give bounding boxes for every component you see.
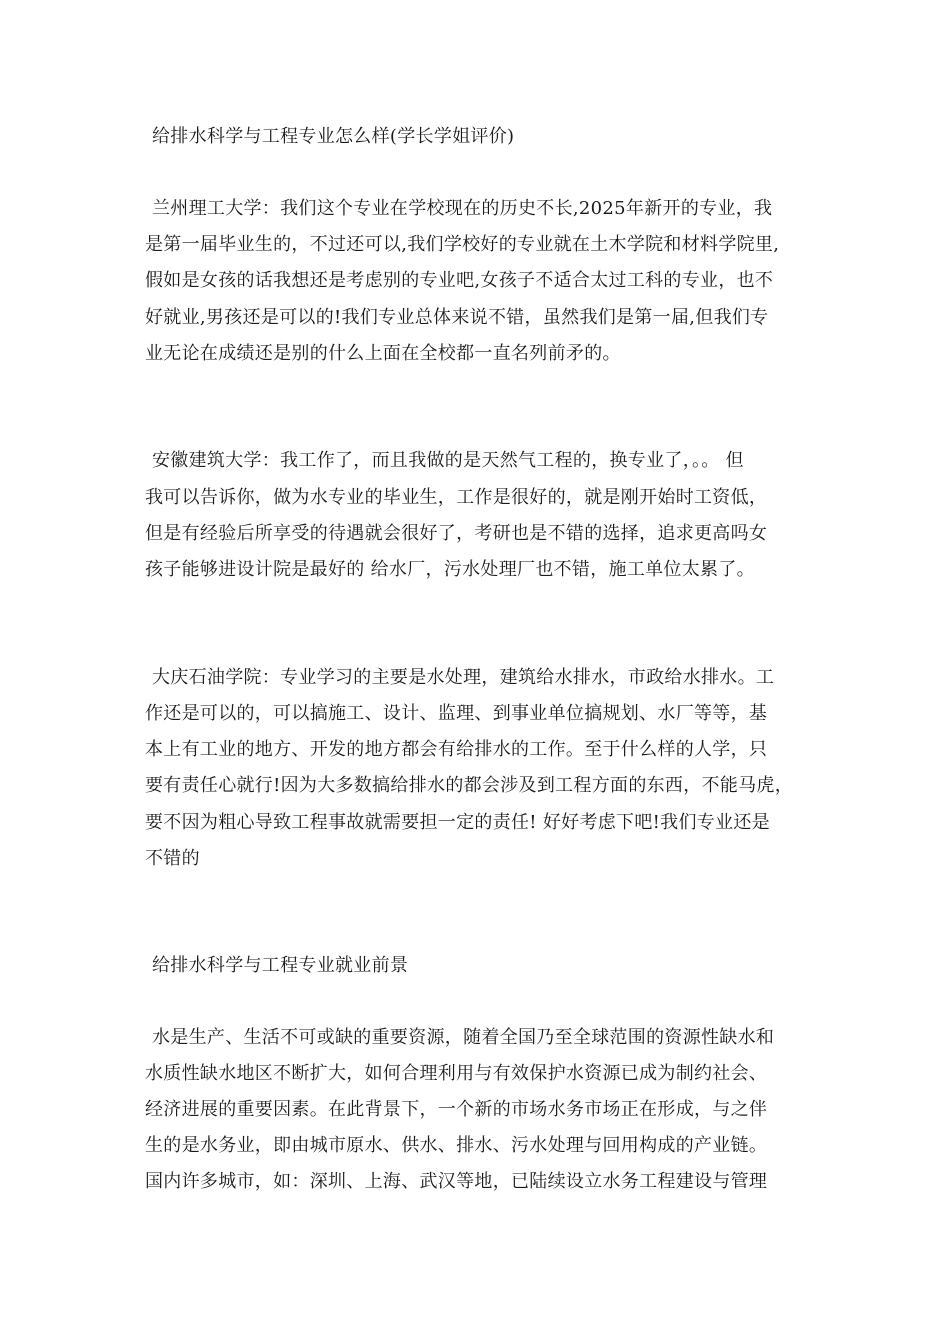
review-lanzhou-line-1: 兰州理工大学：我们这个专业在学校现在的历史不长,2025年新开的专业，我 <box>152 198 773 219</box>
section-heading-outlook: 给排水科学与工程专业就业前景 <box>152 955 409 976</box>
review-anhui-line-3: 但是有经验后所享受的待遇就会很好了，考研也是不错的选择，追求更高吗女 <box>145 523 768 544</box>
outlook-line-1: 水是生产、生活不可或缺的重要资源，随着全国乃至全球范围的资源性缺水和 <box>152 1027 775 1048</box>
outlook-line-5: 国内许多城市，如：深圳、上海、武汉等地，已陆续设立水务工程建设与管理 <box>145 1171 768 1192</box>
section-heading-reviews: 给排水科学与工程专业怎么样(学长学姐评价) <box>152 126 515 147</box>
outlook-line-2: 水质性缺水地区不断扩大，如何合理利用与有效保护水资源已成为制约社会、 <box>145 1063 768 1084</box>
review-anhui-line-4: 孩子能够进设计院是最好的 给水厂，污水处理厂也不错，施工单位太累了。 <box>145 559 755 580</box>
review-daqing-line-5: 要不因为粗心导致工程事故就需要担一定的责任! 好好考虑下吧!我们专业还是 <box>145 812 770 833</box>
review-lanzhou-line-5: 业无论在成绩还是别的什么上面在全校都一直名列前矛的。 <box>145 343 621 364</box>
review-anhui-line-1: 安徽建筑大学：我工作了，而且我做的是天然气工程的，换专业了，。。 但 <box>152 450 744 471</box>
outlook-line-3: 经济进展的重要因素。在此背景下，一个新的市场水务市场正在形成，与之伴 <box>145 1099 768 1120</box>
review-lanzhou-line-2: 是第一届毕业生的，不过还可以,我们学校好的专业就在土木学院和材料学院里, <box>145 234 780 255</box>
review-daqing-line-1: 大庆石油学院：专业学习的主要是水处理，建筑给水排水，市政给水排水。工 <box>152 667 775 688</box>
review-lanzhou-line-4: 好就业,男孩还是可以的!我们专业总体来说不错，虽然我们是第一届,但我们专 <box>145 307 769 328</box>
review-daqing-line-3: 本上有工业的地方、开发的地方都会有给排水的工作。至于什么样的人学，只 <box>145 739 768 760</box>
review-anhui-line-2: 我可以告诉你，做为水专业的毕业生，工作是很好的，就是刚开始时工资低， <box>145 487 768 508</box>
review-daqing-line-4: 要有责任心就行!因为大多数搞给排水的都会涉及到工程方面的东西，不能马虎， <box>145 775 794 796</box>
review-daqing-line-6: 不错的 <box>145 848 200 869</box>
outlook-line-4: 生的是水务业，即由城市原水、供水、排水、污水处理与回用构成的产业链。 <box>145 1135 768 1156</box>
review-lanzhou-line-3: 假如是女孩的话我想还是考虑别的专业吧,女孩子不适合太过工科的专业，也不 <box>145 270 774 291</box>
review-daqing-line-2: 作还是可以的，可以搞施工、设计、监理、到事业单位搞规划、水厂等等，基 <box>145 703 768 724</box>
